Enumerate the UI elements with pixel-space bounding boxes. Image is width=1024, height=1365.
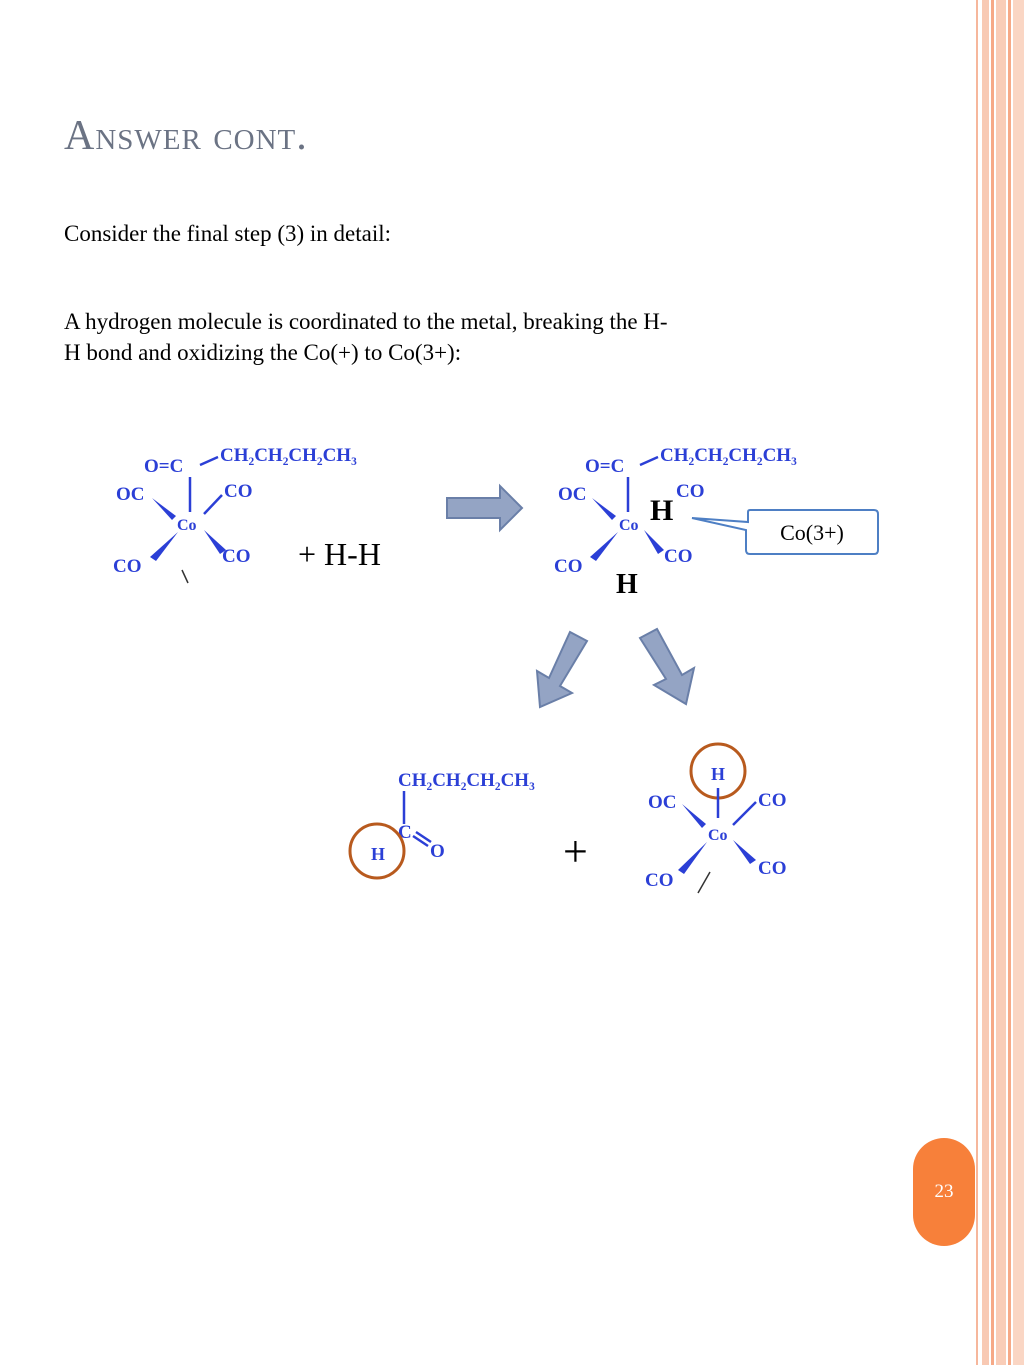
intermediate-hydrogen-top: H (650, 494, 674, 527)
reactant-co-br-label: CO (222, 546, 251, 567)
reactant-co-bl-label: CO (113, 556, 142, 577)
slide-title: Answer cont. (64, 113, 308, 159)
hydride-co-br-label: CO (758, 858, 787, 879)
wedge-bond (592, 498, 616, 520)
reactant-chain-label: CH₂CH₂CH₂CH₃ (220, 445, 357, 466)
bond (200, 457, 218, 465)
intermediate-oc-label: OC (558, 484, 587, 505)
plus-hydrogen-label: + H-H (298, 536, 381, 572)
reaction-arrow-right (447, 486, 522, 530)
reactant-co-top-label: CO (224, 481, 253, 502)
oxidation-state-callout (692, 510, 878, 554)
wedge-bond (152, 498, 176, 520)
bond (698, 872, 710, 893)
wedge-bond (733, 840, 756, 864)
callout-label: Co(3+) (780, 520, 844, 545)
page-number-badge (913, 1138, 975, 1246)
hydride-co-bl-label: CO (645, 870, 674, 891)
reaction-arrow-down-left (537, 632, 587, 707)
products-plus-sign: + (563, 827, 588, 876)
reaction-arrow-down-right (640, 629, 694, 704)
intro-paragraph: Consider the final step (3) in detail: (64, 221, 392, 246)
intermediate-metal-label: Co (619, 517, 639, 534)
reactant-carbonyl-label: O=C (144, 456, 184, 477)
hydride-metal-label: Co (708, 827, 728, 844)
bond (640, 457, 658, 465)
hydride-co-tr-label: CO (758, 790, 787, 811)
aldehyde-oxygen-label: O (430, 841, 445, 862)
aldehyde-carbon-label: C (398, 822, 412, 843)
aldehyde-chain-label: CH₂CH₂CH₂CH₃ (398, 770, 535, 791)
reactant-metal-label: Co (177, 517, 197, 534)
page-number: 23 (934, 1181, 954, 1202)
cobalt-hydride-product (645, 744, 787, 893)
intermediate-hydrogen-bottom: H (616, 569, 638, 600)
hydride-oc-label: OC (648, 792, 677, 813)
wedge-bond (590, 532, 618, 561)
reactant-oc-label: OC (116, 484, 145, 505)
wedge-bond (682, 804, 706, 828)
aldehyde-product (350, 770, 535, 878)
explanation-line-2: H bond and oxidizing the Co(+) to Co(3+): (64, 340, 462, 365)
wedge-bond (678, 842, 707, 874)
intermediate-chain-label: CH₂CH₂CH₂CH₃ (660, 445, 797, 466)
intermediate-co-br-label: CO (664, 546, 693, 567)
bond (733, 802, 756, 825)
wedge-bond (150, 532, 178, 561)
intermediate-co-bl-label: CO (554, 556, 583, 577)
hydride-hydrogen-label: H (711, 764, 726, 784)
aldehyde-hydrogen-label: H (371, 844, 386, 864)
explanation-line-1: A hydrogen molecule is coordinated to the metal, breaking the H- (64, 309, 668, 334)
bond (204, 495, 222, 514)
intermediate-co-top-label: CO (676, 481, 705, 502)
wedge-bond (644, 530, 664, 554)
bond (182, 570, 188, 583)
intermediate-carbonyl-label: O=C (585, 456, 625, 477)
